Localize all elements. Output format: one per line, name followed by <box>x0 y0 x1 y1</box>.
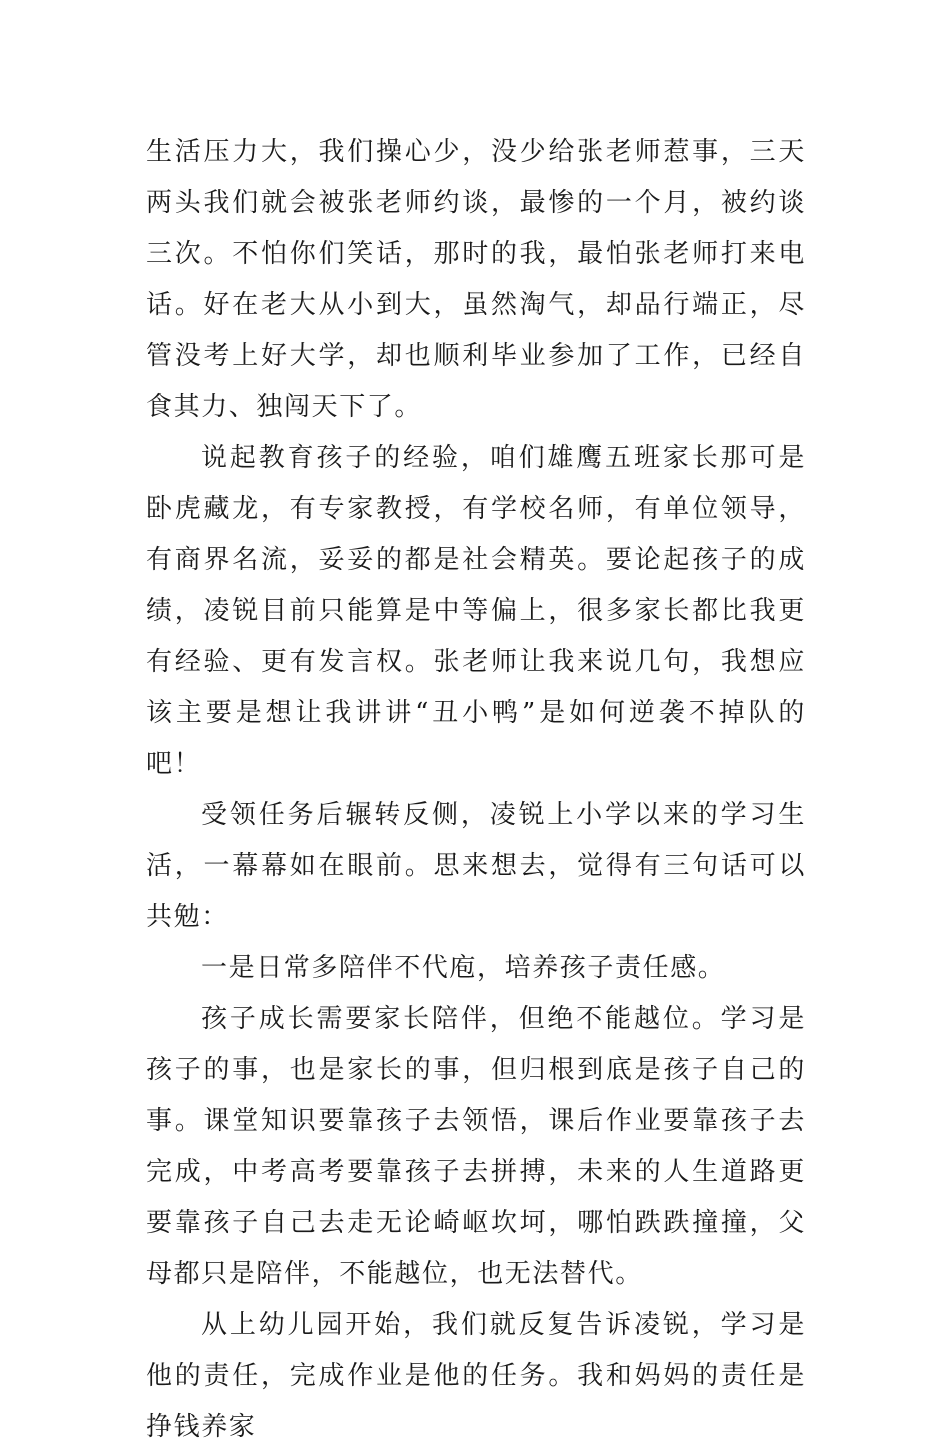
paragraph-1: 生活压力大，我们操心少，没少给张老师惹事，三天两头我们就会被张老师约谈，最惨的一个月，被约谈三次。不怕你们笑话，那时的我，最怕张老师打来电话。好在老大从小到大，虽然淘气，却品行端正，尽管没考上好大学，却也顺利毕业参加了工作，已经自食其力、独闯天下了。 <box>146 137 806 422</box>
paragraph-4: 一是日常多陪伴不代庖，培养孩子责任感。 <box>201 953 726 983</box>
document-body <box>146 127 806 1453</box>
paragraph-6: 从上幼儿园开始，我们就反复告诉凌锐，学习是他的责任，完成作业是他的任务。我和妈妈的责任是挣钱养家 <box>146 1310 806 1442</box>
paragraph-3: 受领任务后辗转反侧，凌锐上小学以来的学习生活，一幕幕如在眼前。思来想去，觉得有三句话可以共勉： <box>146 800 806 932</box>
paragraph-2: 说起教育孩子的经验，咱们雄鹰五班家长那可是卧虎藏龙，有专家教授，有学校名师，有单位领导，有商界名流，妥妥的都是社会精英。要论起孩子的成绩，凌锐目前只能算是中等偏上，很多家长都比我更有经验、更有发言权。张老师让我来说几句，我想应该主要是想让我讲讲“丑小鸭”是如何逆袭不掉队的吧！ <box>146 443 806 779</box>
paragraph-5: 孩子成长需要家长陪伴，但绝不能越位。学习是孩子的事，也是家长的事，但归根到底是孩子自己的事。课堂知识要靠孩子去领悟，课后作业要靠孩子去完成，中考高考要靠孩子去拼搏，未来的人生道路更要靠孩子自己去走无论崎岖坎坷，哪怕跌跌撞撞，父母都只是陪伴，不能越位，也无法替代。 <box>146 1004 806 1289</box>
